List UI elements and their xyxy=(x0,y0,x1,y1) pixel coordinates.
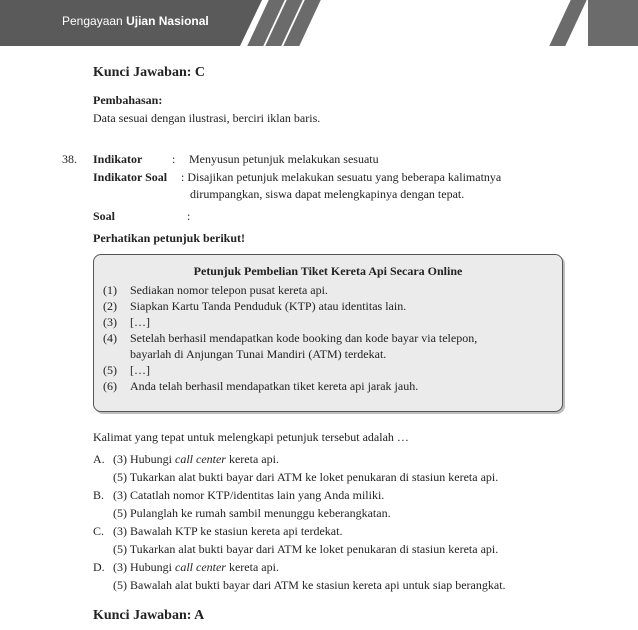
step-number: (2) xyxy=(103,299,117,313)
option-d-italic: call center xyxy=(175,560,226,574)
step-text: […] xyxy=(130,315,150,329)
indikator-label: Indikator xyxy=(93,152,143,166)
soal-colon: : xyxy=(187,209,191,223)
prev-answer-key: Kunci Jawaban: C xyxy=(93,65,206,80)
step-text: […] xyxy=(130,363,150,377)
option-a-line1[interactable] xyxy=(113,452,279,467)
box-title: Petunjuk Pembelian Tiket Kereta Api Secara Online xyxy=(193,264,463,278)
option-letter-a[interactable]: A. xyxy=(93,452,105,466)
option-a-italic: call center xyxy=(175,452,226,466)
step-number: (5) xyxy=(103,363,117,377)
option-c-line1[interactable]: (3) Bawalah KTP ke stasiun kereta api terdekat. xyxy=(113,524,343,538)
header-stripe xyxy=(549,0,586,46)
option-letter-c[interactable]: C. xyxy=(93,524,105,538)
step-number: (1) xyxy=(103,283,117,297)
option-d-text-end: kereta api. xyxy=(225,560,279,574)
header-title-bold: Ujian Nasional xyxy=(126,14,209,28)
option-letter-d[interactable]: D. xyxy=(93,560,105,574)
option-b-line2[interactable]: (5) Pulanglah ke rumah sambil menunggu keberangkatan. xyxy=(113,506,391,520)
indikator-text: Menyusun petunjuk melakukan sesuatu xyxy=(189,152,379,166)
step-text: Siapkan Kartu Tanda Penduduk (KTP) atau identitas lain. xyxy=(130,299,407,313)
prev-discussion-label: Pembahasan: xyxy=(93,93,163,107)
header-end-block xyxy=(588,0,638,46)
soal-label: Soal xyxy=(93,209,116,223)
option-b-line1[interactable]: (3) Catatlah nomor KTP/identitas lain yang Anda miliki. xyxy=(113,488,385,502)
answer-key: Kunci Jawaban: A xyxy=(93,608,205,623)
step-text-cont: bayarlah di Anjungan Tunai Mandiri (ATM) terdekat. xyxy=(130,347,387,361)
indikator-colon: : xyxy=(172,152,176,166)
option-d-line1[interactable] xyxy=(113,560,279,575)
question-number: 38. xyxy=(62,152,77,166)
step-number: (4) xyxy=(103,331,117,345)
prev-discussion-text: Data sesuai dengan ilustrasi, berciri iklan baris. xyxy=(93,111,321,125)
header-title xyxy=(62,14,209,28)
option-d-line2[interactable]: (5) Bawalah alat bukti bayar dari ATM ke stasiun kereta api untuk siap berangkat. xyxy=(113,578,506,592)
step-text: Anda telah berhasil mendapatkan tiket kereta api jarak jauh. xyxy=(130,379,419,393)
indikator-soal-label: Indikator Soal xyxy=(93,170,168,184)
step-number: (6) xyxy=(103,379,117,393)
step-text: Setelah berhasil mendapatkan kode booking dan kode bayar via telepon, xyxy=(130,331,478,345)
indikator-soal-text: : Disajikan petunjuk melakukan sesuatu yang beberapa kalimatnya xyxy=(181,170,502,184)
page-header xyxy=(0,0,638,46)
indikator-soal-text-cont: dirumpangkan, siswa dapat melengkapinya dengan tepat. xyxy=(190,187,465,201)
instruction: Perhatikan petunjuk berikut! xyxy=(93,231,246,245)
option-d-text: (3) Hubungi xyxy=(113,560,175,574)
option-c-line2[interactable]: (5) Tukarkan alat bukti bayar dari ATM ke loket penukaran di stasiun kereta api. xyxy=(113,542,499,556)
option-a-text: (3) Hubungi xyxy=(113,452,175,466)
option-a-text-end: kereta api. xyxy=(225,452,279,466)
question-text: Kalimat yang tepat untuk melengkapi petunjuk tersebut adalah … xyxy=(93,430,409,444)
step-text: Sediakan nomor telepon pusat kereta api. xyxy=(130,283,328,297)
option-letter-b[interactable]: B. xyxy=(93,488,105,502)
option-a-line2[interactable]: (5) Tukarkan alat bukti bayar dari ATM ke loket penukaran di stasiun kereta api. xyxy=(113,470,499,484)
step-number: (3) xyxy=(103,315,117,329)
header-prefix: Pengayaan xyxy=(62,14,123,28)
